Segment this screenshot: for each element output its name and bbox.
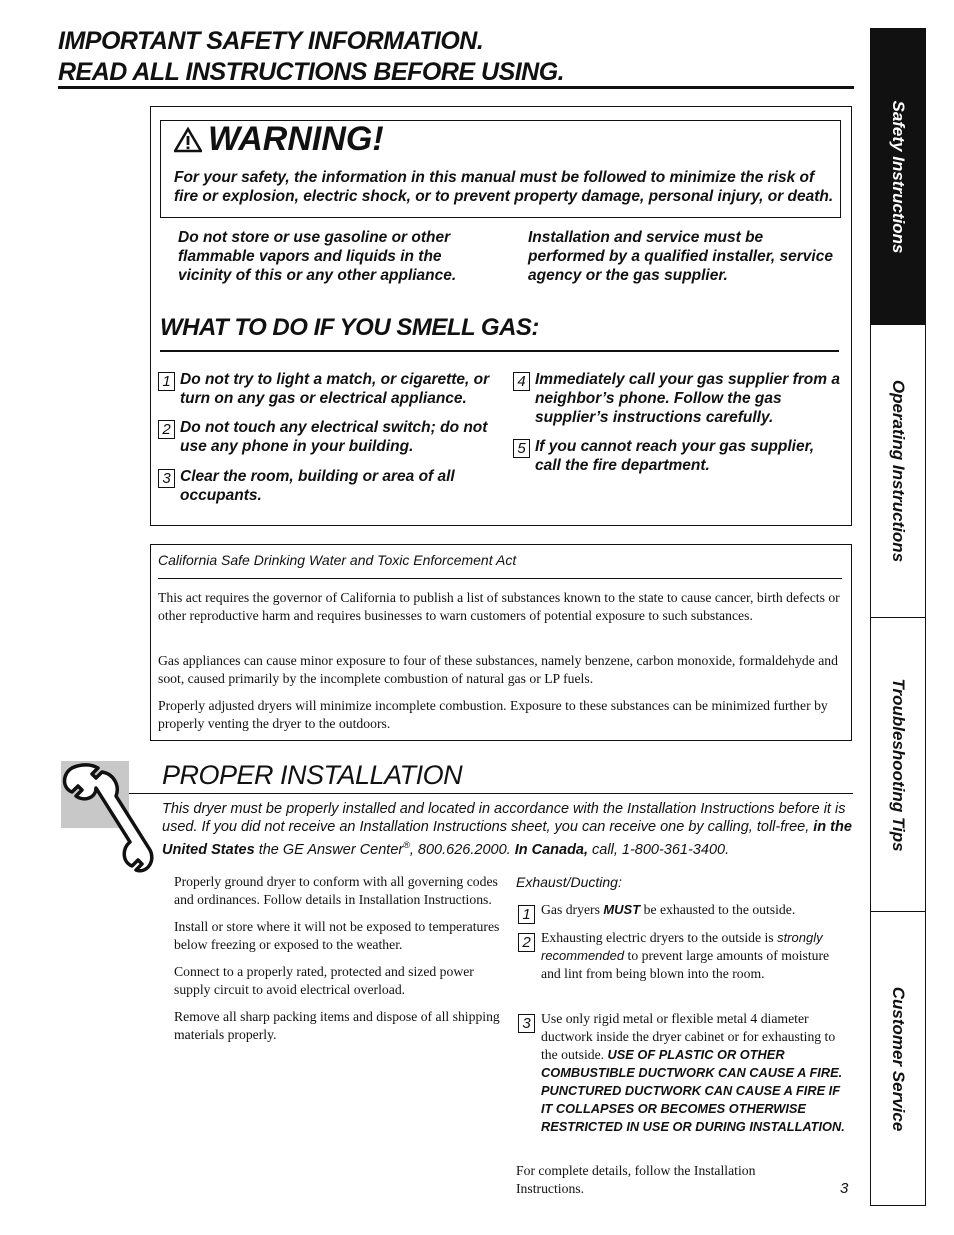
smell-gas-title: WHAT TO DO IF YOU SMELL GAS: bbox=[160, 314, 539, 341]
warning-title-text: WARNING! bbox=[208, 120, 384, 158]
tab-operating-instructions[interactable] bbox=[871, 325, 925, 618]
warning-right-note: Installation and service must be performed by a qualified installer, service agency or the gas supplier. bbox=[528, 229, 833, 284]
california-act-title: California Safe Drinking Water and Toxic Enforcement Act bbox=[158, 552, 517, 568]
step-text: be exhausted to the outside. bbox=[640, 902, 796, 917]
warning-triangle-icon bbox=[174, 127, 202, 153]
intro-text: This dryer must be properly installed and located in accordance with the Installation Instructions before it is used. If you did not receive an Installation Instructions sheet, you can receive one by calling, toll-free, bbox=[162, 801, 846, 835]
intro-text: call, 1-800-361-3400. bbox=[588, 841, 730, 858]
warning-text: For your safety, the information in this manual must be followed to minimize the risk of fire or explosion, electric shock, or to prevent property damage, personal injury, or death. bbox=[174, 169, 834, 205]
smell-gas-rule bbox=[160, 350, 839, 352]
installation-left-column bbox=[174, 873, 500, 1053]
intro-emphasis: In Canada, bbox=[514, 841, 589, 858]
exhaust-step-1 bbox=[541, 901, 846, 919]
page-header bbox=[58, 26, 564, 88]
intro-text: the GE Answer Center bbox=[254, 841, 404, 858]
step-emphasis: MUST bbox=[603, 902, 641, 917]
header-line-1: IMPORTANT SAFETY INFORMATION. bbox=[58, 27, 484, 55]
installation-intro bbox=[162, 800, 852, 859]
section-tabs bbox=[870, 28, 926, 1206]
step-warning: USE OF PLASTIC OR OTHER COMBUSTIBLE DUCTWORK CAN CAUSE A FIRE. PUNCTURED DUCTWORK CAN CAUSE A FIRE IF IT COLLAPSES OR BECOMES OTHERWISE RESTRICTED IN USE OR DURING INSTALLATION. bbox=[541, 1047, 845, 1134]
gas-step-2 bbox=[158, 418, 493, 456]
exhaust-step-number: 3 bbox=[518, 1014, 535, 1033]
page-number: 3 bbox=[840, 1180, 849, 1197]
step-text: Use only rigid metal or flexible metal 4 diameter ductwork inside the dryer cabinet or for exhausting to the outside. bbox=[541, 1011, 836, 1062]
installation-item: Connect to a properly rated, protected and sized power supply circuit to avoid electrical overload. bbox=[174, 964, 474, 997]
step-text: Exhausting electric dryers to the outside is bbox=[541, 930, 778, 945]
registered-mark: ® bbox=[403, 840, 410, 850]
header-line-2: READ ALL INSTRUCTIONS BEFORE USING. bbox=[58, 58, 565, 86]
california-act-rule bbox=[158, 578, 842, 579]
exhaust-title: Exhaust/Ducting: bbox=[516, 874, 622, 890]
tab-safety-instructions[interactable] bbox=[871, 29, 925, 325]
step-number: 4 bbox=[513, 372, 530, 391]
proper-installation-title: PROPER INSTALLATION bbox=[162, 760, 463, 790]
installation-rule bbox=[129, 793, 853, 794]
installation-footer: For complete details, follow the Installation Instructions. bbox=[516, 1163, 756, 1196]
gas-step-5 bbox=[513, 437, 843, 475]
installation-item: Properly ground dryer to conform with all governing codes and ordinances. Follow details in Installation Instructions. bbox=[174, 874, 498, 907]
california-paragraph-3: Properly adjusted dryers will minimize incomplete combustion. Exposure to these substances can be minimized further by properly venting the dryer to the outdoors. bbox=[158, 698, 828, 731]
step-text: Clear the room, building or area of all occupants. bbox=[180, 468, 455, 504]
tab-customer-service[interactable] bbox=[871, 912, 925, 1205]
tab-label: Safety Instructions bbox=[889, 99, 908, 254]
header-rule bbox=[58, 86, 854, 89]
step-text: Do not try to light a match, or cigarette, or turn on any gas or electrical appliance. bbox=[180, 371, 490, 407]
tab-label: Troubleshooting Tips bbox=[889, 677, 908, 852]
exhaust-step-number: 1 bbox=[518, 905, 535, 924]
tab-label: Customer Service bbox=[889, 986, 908, 1131]
gas-step-3 bbox=[158, 467, 493, 505]
gas-step-1 bbox=[158, 370, 493, 408]
step-text: Do not touch any electrical switch; do not use any phone in your building. bbox=[180, 419, 488, 455]
exhaust-step-number: 2 bbox=[518, 933, 535, 952]
step-text: If you cannot reach your gas supplier, call the fire department. bbox=[535, 438, 815, 474]
step-number: 5 bbox=[513, 439, 530, 458]
intro-emphasis: in the United States bbox=[162, 819, 852, 858]
warning-title bbox=[174, 120, 384, 159]
gas-step-4 bbox=[513, 370, 843, 427]
tab-label: Operating Instructions bbox=[889, 379, 908, 563]
intro-text: , 800.626.2000. bbox=[409, 841, 515, 858]
step-emphasis: strongly recommended bbox=[541, 930, 823, 963]
tab-troubleshooting-tips[interactable] bbox=[871, 618, 925, 912]
california-paragraph-2: Gas appliances can cause minor exposure to four of these substances, namely benzene, carbon monoxide, formaldehyde and soot, caused primarily by the incomplete combustion of natural gas or LP fuels. bbox=[158, 653, 838, 686]
step-text: Immediately call your gas supplier from a neighbor’s phone. Follow the gas supplier’s instructions carefully. bbox=[535, 371, 840, 426]
california-paragraph-1: This act requires the governor of California to publish a list of substances known to the state to cause cancer, birth defects or other reproductive harm and requires businesses to warn customers of potential exposure to such substances. bbox=[158, 590, 840, 623]
exhaust-step-2 bbox=[541, 929, 846, 983]
step-text: Gas dryers bbox=[541, 902, 604, 917]
step-number: 1 bbox=[158, 372, 175, 391]
step-text: to prevent large amounts of moisture and lint from being blown into the room. bbox=[541, 948, 830, 981]
installation-item: Remove all sharp packing items and dispose of all shipping materials properly. bbox=[174, 1009, 500, 1042]
exhaust-step-3 bbox=[541, 1010, 846, 1136]
installation-item: Install or store where it will not be exposed to temperatures below freezing or exposed to the weather. bbox=[174, 919, 500, 952]
step-number: 2 bbox=[158, 420, 175, 439]
wrench-icon bbox=[58, 758, 154, 874]
step-number: 3 bbox=[158, 469, 175, 488]
warning-left-note: Do not store or use gasoline or other flammable vapors and liquids in the vicinity of this or any other appliance. bbox=[178, 229, 457, 284]
